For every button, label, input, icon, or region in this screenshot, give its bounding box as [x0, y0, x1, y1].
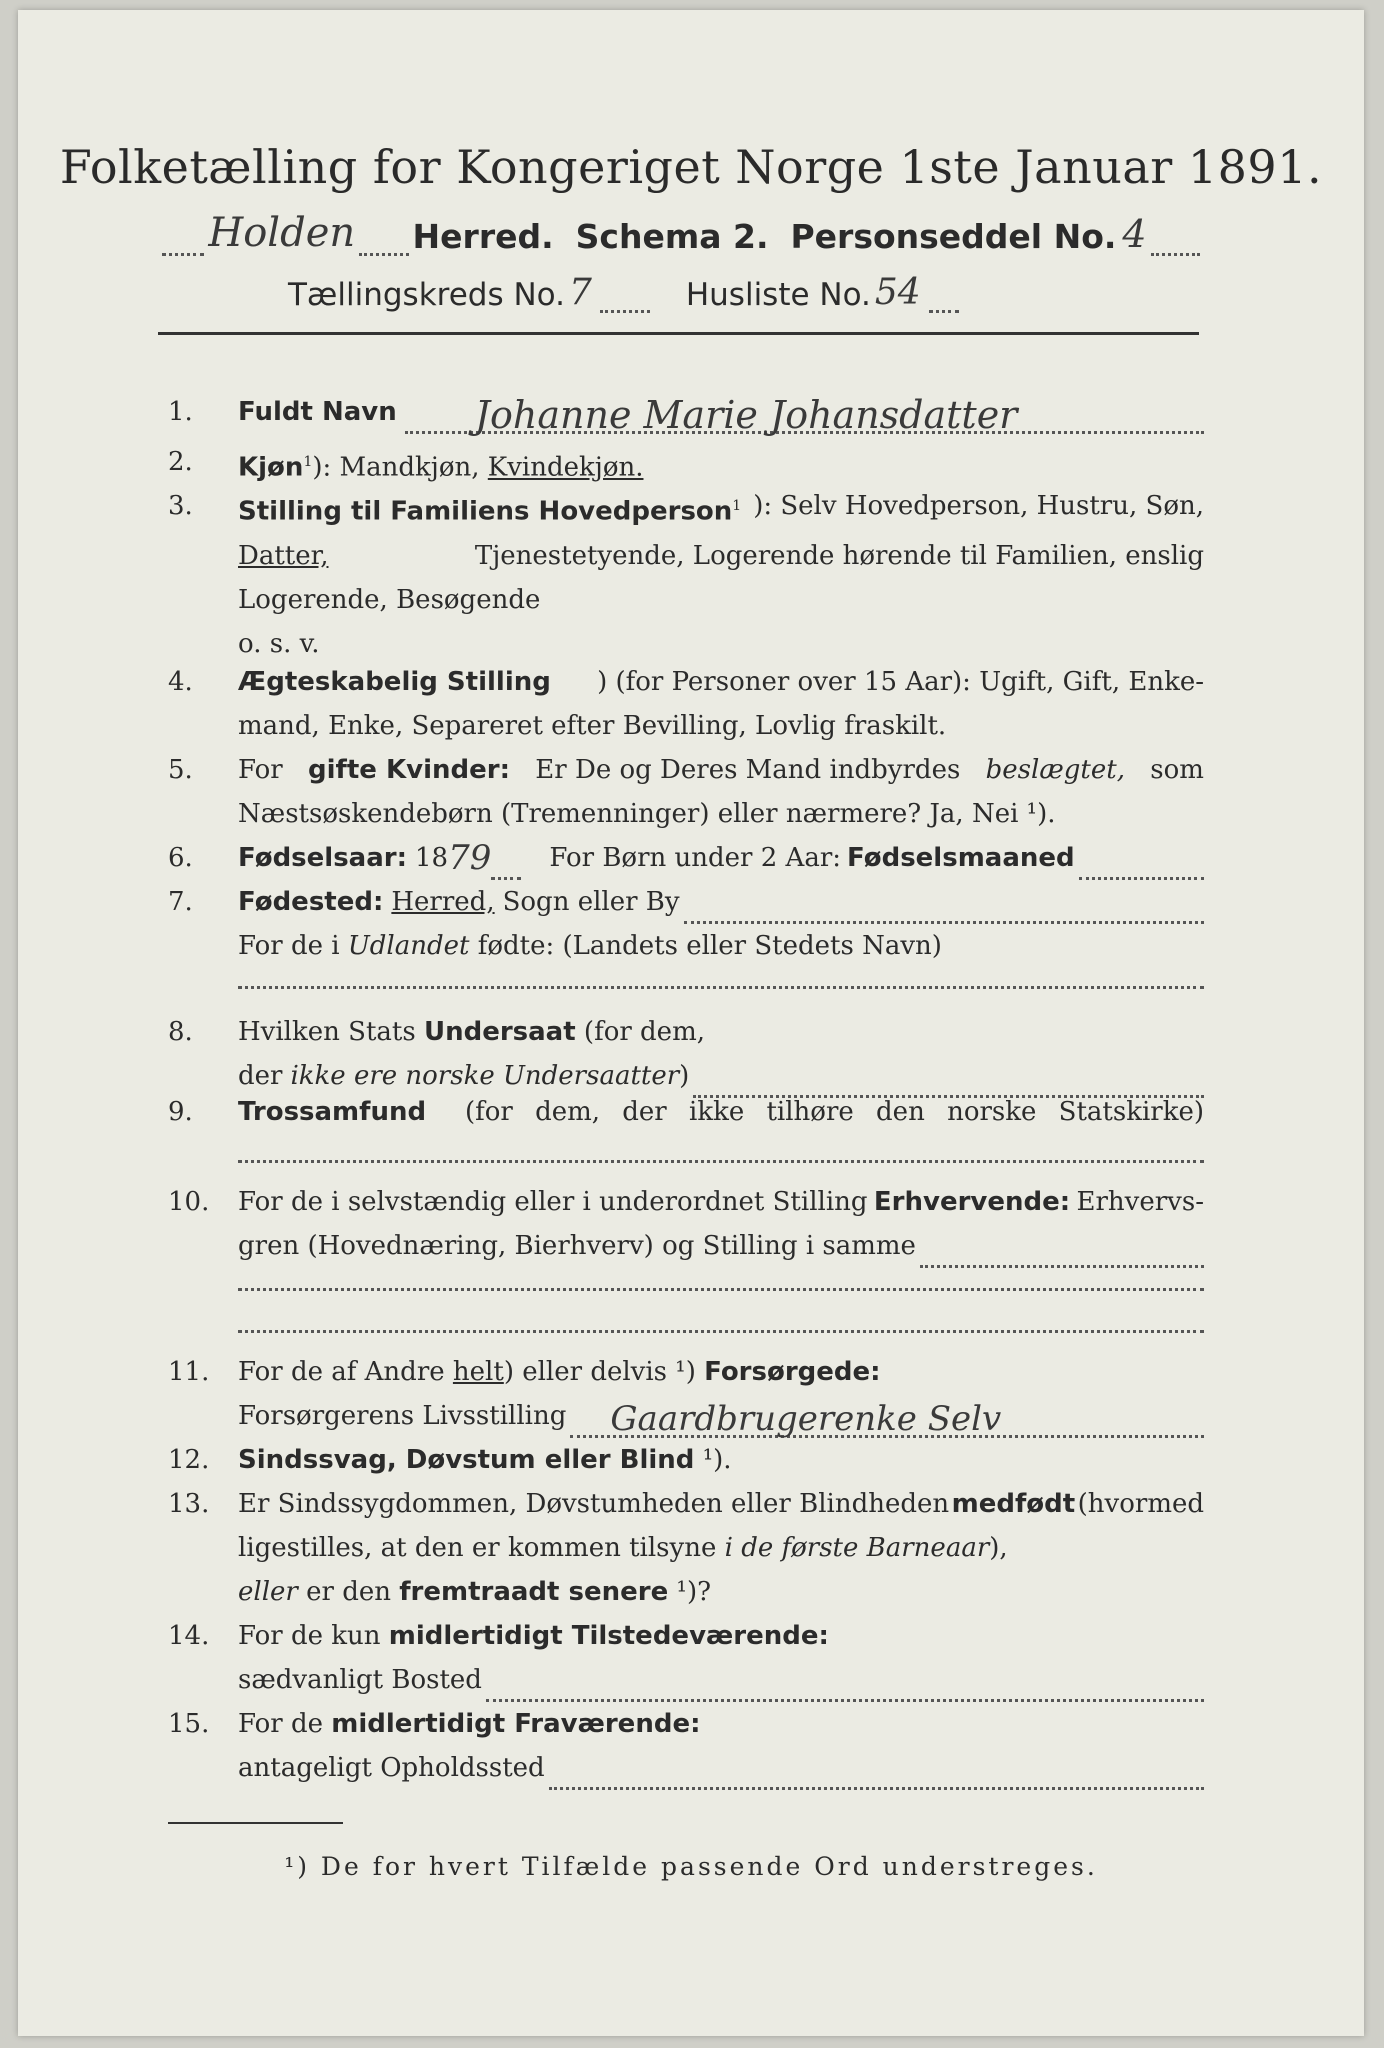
item-text: (for dem, [583, 1017, 705, 1047]
item-line [238, 1746, 1204, 1790]
item-line [238, 748, 1204, 792]
item-11-supported [168, 1350, 1204, 1438]
dotted-leader [920, 1239, 1204, 1268]
item-7-birthplace [168, 880, 1204, 1010]
item-text: o. s. v. [238, 628, 320, 659]
item-line [238, 534, 1204, 578]
item-text: For Børn under 2 Aar: [549, 843, 842, 873]
item-text: Sogn eller By [502, 887, 680, 917]
item-line [238, 1526, 1204, 1570]
footnote: ¹) De for hvert Tilfælde passende Ord understreges. [284, 1852, 1098, 1881]
header-line-herred [158, 210, 1204, 256]
item-text: Hvilken Stats [238, 1017, 416, 1047]
item-text: antageligt Opholdssted [238, 1753, 545, 1783]
underlined-choice: Herred, [391, 887, 495, 917]
item-number: 10. [168, 1187, 210, 1217]
item-text: For [238, 755, 283, 785]
item-text: Er De og Deres Mand indbyrdes [535, 755, 961, 785]
item-13-congenital [168, 1482, 1204, 1614]
item-text: Tjenestetyende, Logerende hørende til Familien, enslig [474, 540, 1204, 571]
item-text: mand, Enke, Separeret efter Bevilling, Lovlig fraskilt. [238, 711, 947, 741]
header-rule [158, 332, 1199, 335]
item-label: midlertidigt Fraværende: [331, 1709, 701, 1739]
item-body [238, 660, 1204, 748]
item-text: der [238, 1061, 283, 1091]
footnote-mark: 1 [732, 498, 742, 514]
item-label: Trossamfund [238, 1097, 427, 1127]
item-line [238, 1482, 1204, 1526]
item-text: Er Sindssygdommen, Døvstumheden eller Blindheden [238, 1489, 950, 1519]
item-body [238, 836, 1204, 880]
item-label: Fødested: [238, 887, 384, 917]
answer-line [238, 986, 1204, 989]
item-text: For de i selvstændig eller i underordnet Stilling [238, 1187, 868, 1217]
item-body [238, 484, 1204, 666]
item-number: 13. [168, 1489, 210, 1519]
item-text: gren (Hovednæring, Bierhverv) og Stilling i samme [238, 1231, 916, 1261]
item-body [238, 390, 1204, 437]
census-form-page [18, 10, 1364, 2036]
item-text: ¹)? [676, 1577, 712, 1607]
item-number: 11. [168, 1357, 210, 1387]
answer-line [238, 1288, 1204, 1291]
item-text: Forsørgerens Livsstilling [238, 1401, 567, 1431]
provider-field [570, 1399, 1204, 1439]
form-title: Folketælling for Kongeriget Norge 1ste Januar 1891. [59, 140, 1323, 194]
dotted-leader [600, 280, 650, 313]
answer-line [238, 1160, 1204, 1163]
item-label: medfødt [951, 1489, 1076, 1519]
herred-label: Herred. [412, 217, 554, 256]
item-4-marital-status [168, 660, 1204, 748]
item-number: 9. [168, 1097, 193, 1127]
dotted-leader [486, 1673, 1204, 1702]
item-text: For de [238, 1709, 323, 1739]
kreds-label: Tællingskreds No. [288, 277, 565, 313]
item-number: 15. [168, 1709, 210, 1739]
header-line-kreds [288, 272, 963, 313]
item-label: Ægteskabelig Stilling [238, 667, 551, 697]
item-text: For de i [238, 931, 340, 961]
item-line [238, 1394, 1204, 1438]
item-text: (hvormed [1077, 1489, 1204, 1519]
item-line [238, 1658, 1204, 1702]
item-label: Fødselsmaaned [847, 843, 1075, 873]
item-text-italic: Udlandet [347, 931, 470, 961]
dotted-leader [162, 223, 204, 256]
dotted-leader [549, 1761, 1204, 1790]
item-body [238, 1090, 1204, 1134]
item-text: ¹). [702, 1445, 732, 1475]
item-body [238, 1614, 1204, 1702]
item-text: fødte: (Landets eller Stedets Navn) [477, 931, 942, 961]
provider-occupation-value: Gaardbrugerenke Selv [610, 1399, 1002, 1439]
item-line [238, 484, 1204, 534]
item-8-citizenship [168, 1010, 1204, 1098]
footnote-mark: 1 [303, 454, 313, 470]
name-field [405, 393, 1204, 437]
item-body [238, 1438, 1204, 1482]
item-line [238, 660, 1204, 704]
item-label: gifte Kvinder: [308, 755, 510, 785]
item-number: 1. [168, 397, 193, 427]
personseddel-label: Personseddel No. [790, 217, 1117, 256]
item-text: ) (for Personer over 15 Aar): Ugift, Gift, Enke- [597, 667, 1204, 697]
item-text: som [1150, 755, 1204, 785]
item-line [238, 1570, 1204, 1614]
item-label: Undersaat [423, 1017, 576, 1047]
herred-value: Holden [208, 210, 356, 256]
item-text: (for dem, der ikke tilhøre den norske Statskirke) [464, 1097, 1204, 1127]
item-body [238, 1010, 1204, 1098]
item-label: Stilling til Familiens Hovedperson [238, 496, 733, 527]
item-text: sædvanligt Bosted [238, 1665, 482, 1695]
birth-year-value: 79 [448, 838, 492, 878]
item-text: Næstsøskendebørn (Tremenninger) eller nærmere? Ja, Nei ¹). [238, 799, 1056, 829]
item-label: Erhvervende: [873, 1187, 1071, 1217]
item-body [238, 748, 1204, 836]
item-14-temporarily-present [168, 1614, 1204, 1702]
item-number: 7. [168, 887, 193, 917]
item-label: Kjøn [238, 452, 304, 483]
dotted-leader [1079, 851, 1204, 880]
item-text: For de kun [238, 1621, 381, 1651]
schema-label: Schema 2. [575, 217, 769, 256]
item-body [238, 1702, 1204, 1790]
item-line [238, 880, 1204, 924]
item-text-italic: ikke ere norske Undersaatter [290, 1061, 680, 1091]
item-line [238, 924, 1204, 968]
item-body [238, 1482, 1204, 1614]
name-value: Johanne Marie Johansdatter [474, 393, 1018, 437]
item-number: 14. [168, 1621, 210, 1651]
item-15-temporarily-absent [168, 1702, 1204, 1790]
kreds-value: 7 [568, 272, 592, 313]
item-body [238, 880, 1204, 968]
item-number: 5. [168, 755, 193, 785]
item-1-full-name [168, 390, 1204, 440]
item-line [238, 1010, 1204, 1054]
husliste-label: Husliste No. [685, 277, 871, 313]
item-text: er den [306, 1577, 391, 1607]
item-body [238, 1350, 1204, 1438]
item-number: 4. [168, 667, 193, 697]
item-5-married-women [168, 748, 1204, 836]
underlined-choice: helt [452, 1357, 504, 1387]
dotted-leader [684, 895, 1204, 924]
underlined-choice: Kvindekjøn. [487, 452, 644, 483]
item-text-italic: beslægtet, [985, 755, 1125, 785]
item-line [238, 1180, 1204, 1224]
item-label: Forsørgede: [704, 1357, 881, 1387]
husliste-value: 54 [874, 272, 921, 313]
item-text: Logerende, Besøgende [238, 584, 541, 615]
footnote-rule [168, 1822, 343, 1824]
item-text: ): Selv Hovedperson, Hustru, Søn, [753, 491, 1204, 521]
item-label: midlertidigt Tilstedeværende: [388, 1621, 829, 1651]
item-body [238, 1180, 1204, 1268]
item-number: 3. [168, 491, 193, 521]
item-text: ) eller delvis ¹) [503, 1357, 696, 1387]
item-line [238, 1614, 1204, 1658]
item-9-religion [168, 1090, 1204, 1190]
dotted-leader [929, 280, 959, 313]
item-number: 8. [168, 1017, 193, 1047]
answer-line [238, 1330, 1204, 1333]
dotted-leader [359, 223, 408, 256]
item-label: Fødselsaar: [238, 843, 407, 873]
dotted-leader [491, 851, 521, 880]
item-text: ), [989, 1533, 1008, 1563]
item-body [238, 440, 1204, 490]
item-line [238, 1224, 1204, 1268]
dotted-leader [1151, 223, 1200, 256]
item-number: 12. [168, 1445, 210, 1475]
item-text-italic: eller [238, 1577, 298, 1607]
item-label: Sindssvag, Døvstum eller Blind [238, 1445, 695, 1475]
item-label: fremtraadt senere [399, 1577, 669, 1607]
item-text: Erhvervs- [1076, 1187, 1204, 1217]
item-label: Fuldt Navn [238, 397, 397, 427]
item-text: ) [679, 1061, 690, 1091]
item-number: 2. [168, 447, 193, 477]
item-text-italic: i de første Barneaar [724, 1533, 990, 1563]
item-3-family-position [168, 484, 1204, 660]
underlined-choice: Datter, [238, 540, 329, 571]
year-prefix: 18 [415, 843, 449, 873]
personseddel-value: 4 [1122, 212, 1147, 256]
item-line [238, 1702, 1204, 1746]
item-line [238, 1350, 1204, 1394]
item-10-occupation [168, 1180, 1204, 1320]
item-text: ): Mandkjøn, [312, 452, 480, 483]
item-text: For de af Andre [238, 1357, 445, 1387]
item-number: 6. [168, 843, 193, 873]
item-text: ligestilles, at den er kommen tilsyne [238, 1533, 717, 1563]
